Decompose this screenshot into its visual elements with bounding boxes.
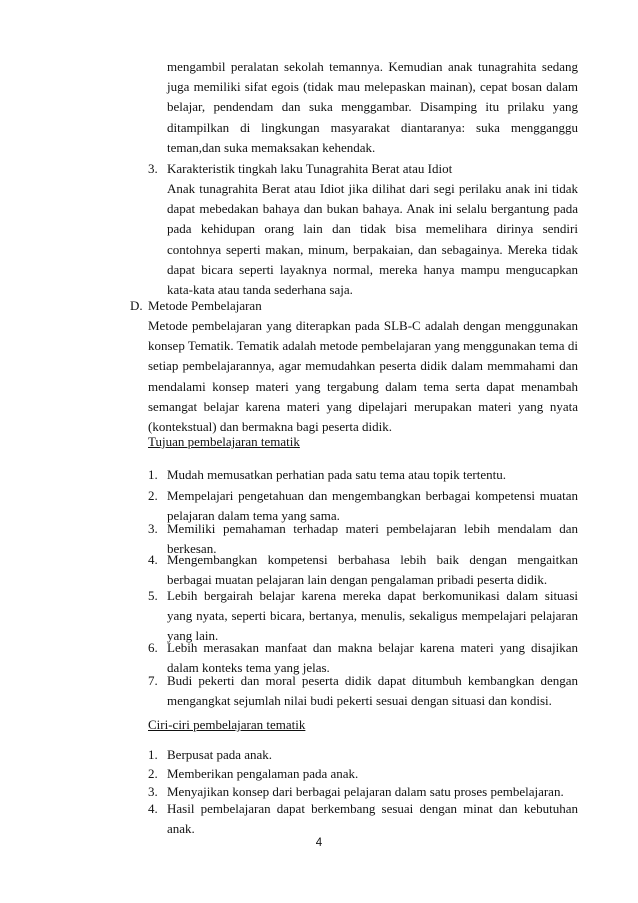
list-item: Memiliki pemahaman terhadap materi pembelajaran lebih mendalam dan berkesan. bbox=[167, 521, 578, 557]
section-d-body: Metode pembelajaran yang diterapkan pada SLB-C adalah dengan menggunakan konsep Tematik. Tematik adalah metode pembelajaran yang menggunakan tema di setiap pembelajarannya, agar memudahkan peserta didik dalam memmahami dan mendalami konsep materi yang tergabung dalam tema serta dapat menambah semangat belajar karena materi yang dipelajari merupakan materi yang nyata (kontekstual) dan bermakna bagi peserta didik. bbox=[148, 318, 578, 435]
list-item-number: 1. bbox=[148, 467, 158, 482]
list-item: Lebih merasakan manfaat dan makna belajar karena materi yang disajikan dalam konteks tema yang jelas. bbox=[167, 640, 578, 676]
section-d-letter: D. bbox=[130, 298, 143, 313]
list-item: Memberikan pengalaman pada anak. bbox=[167, 766, 359, 781]
list-item-number: 4. bbox=[148, 801, 158, 816]
item3-number: 3. bbox=[148, 161, 158, 176]
list-item-number: 2. bbox=[148, 766, 158, 781]
list-item-number: 2. bbox=[148, 488, 158, 503]
list-item-number: 5. bbox=[148, 588, 158, 603]
ciri-heading: Ciri-ciri pembelajaran tematik bbox=[148, 717, 306, 732]
list-item: Budi pekerti dan moral peserta didik dapat ditumbuh kembangkan dengan mengangkat sejumlah nilai budi pekerti sesuai dengan situasi dan kondisi. bbox=[167, 673, 578, 709]
list-item-number: 3. bbox=[148, 521, 158, 536]
list-item: Mempelajari pengetahuan dan mengembangkan berbagai kompetensi muatan pelajaran dalam tema yang sama. bbox=[167, 488, 578, 524]
intro-paragraph: mengambil peralatan sekolah temannya. Kemudian anak tunagrahita sedang juga memiliki sifat egois (tidak mau melepaskan mainan), cepat bosan dalam belajar, pendendam dan suka menggambar. Disamping itu prilaku yang ditampilkan di lingkungan masyarakat diantaranya: suka mengganggu teman,dan suka memaksakan kehendak. bbox=[167, 59, 578, 155]
item3-title: Karakteristik tingkah laku Tunagrahita Berat atau Idiot bbox=[167, 161, 453, 176]
tujuan-heading: Tujuan pembelajaran tematik bbox=[148, 434, 300, 449]
item3-body: Anak tunagrahita Berat atau Idiot jika dilihat dari segi perilaku anak ini tidak dapat mebedakan bahaya dan bukan bahaya. Anak ini selalu bergantung pada pada kehidupan orang lain dan tidak bisa memelihara dirinya sendiri contohnya seperti makan, minum, berpakaian, dan sebagainya. Mereka tidak dapat bicara seperti layaknya normal, mereka hanya mampu mengucapkan kata-kata atau tanda sederhana saja. bbox=[167, 181, 578, 298]
list-item-number: 1. bbox=[148, 747, 158, 762]
list-item-number: 4. bbox=[148, 552, 158, 567]
list-item-number: 6. bbox=[148, 640, 158, 655]
list-item-number: 7. bbox=[148, 673, 158, 688]
list-item: Lebih bergairah belajar karena mereka dapat berkomunikasi dalam situasi yang nyata, seperti bicara, bertanya, menulis, sekaligus mempelajari pelajaran yang lain. bbox=[167, 588, 578, 644]
section-d-heading: Metode Pembelajaran bbox=[148, 298, 262, 313]
list-item: Mudah memusatkan perhatian pada satu tema atau topik tertentu. bbox=[167, 467, 506, 482]
list-item-number: 3. bbox=[148, 784, 158, 799]
list-item: Hasil pembelajaran dapat berkembang sesuai dengan minat dan kebutuhan anak. bbox=[167, 801, 578, 837]
list-item: Mengembangkan kompetensi berbahasa lebih baik dengan mengaitkan berbagai muatan pelajaran lain dengan pengalaman pribadi peserta didik. bbox=[167, 552, 578, 588]
list-item: Berpusat pada anak. bbox=[167, 747, 273, 762]
page-number: 4 bbox=[315, 837, 323, 849]
list-item: Menyajikan konsep dari berbagai pelajaran dalam satu proses pembelajaran. bbox=[167, 784, 564, 799]
